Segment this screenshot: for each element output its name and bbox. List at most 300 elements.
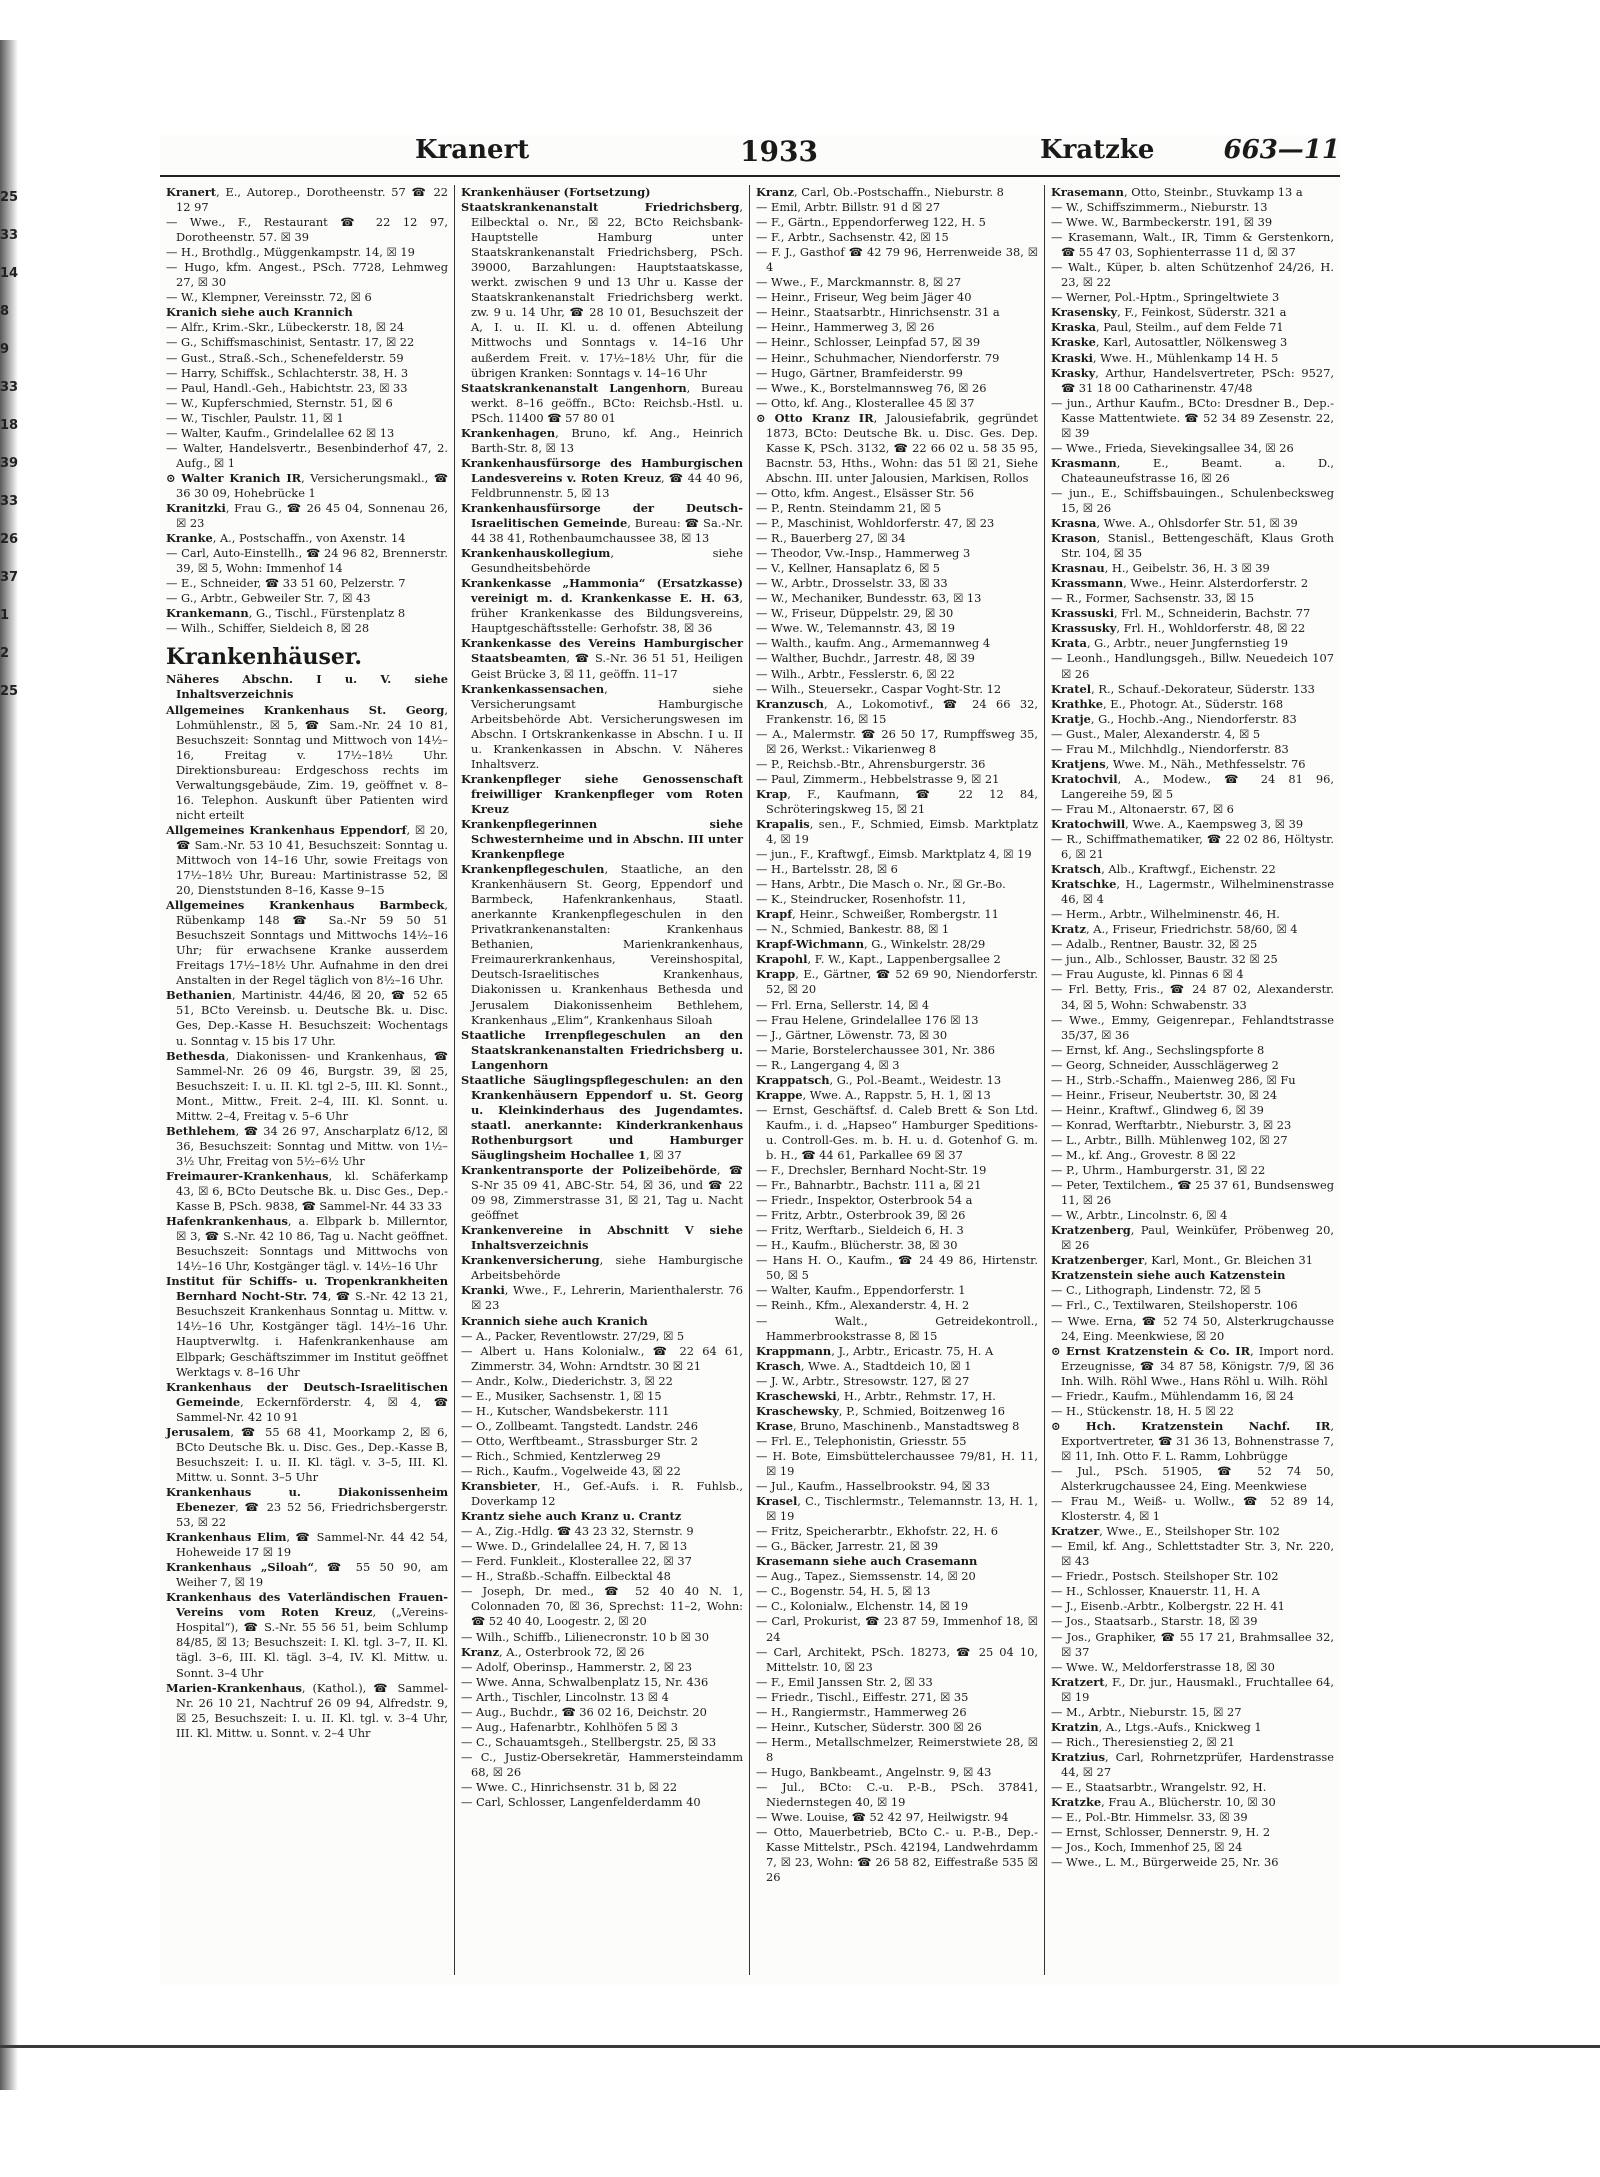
directory-entry: ⊙ Walter Kranich IR, Versicherungsmakl., ☎ 36 30 09, Hohebrücke 1 (166, 470, 448, 500)
directory-entry: Allgemeines Krankenhaus Barmbeck, Rübenkamp 148 ☎ Sa.-Nr 59 50 51 Besuchszeit Sonntags und Mittwochs 14½–16 Uhr; für erwachsene Kranke ausserdem Freitags 17½–18½ Uhr. Aufnahme in den drei Anstalten in der Regel täglich von 8½–16 Uhr. (166, 898, 448, 988)
directory-entry: — jun., Arthur Kaufm., BCto: Dresdner B., Dep.-Kasse Mattentwiete. ☎ 52 34 89 Zesenstr. 22, ☒ 39 (1051, 395, 1334, 440)
directory-entry: — W., Kupferschmied, Sternstr. 51, ☒ 6 (166, 395, 393, 410)
margin-fragment: 26 (0, 532, 19, 547)
entry-surname: Krankenkassensachen (461, 681, 605, 696)
directory-entry: — Paul, Handl.-Geh., Habichtstr. 23, ☒ 33 (166, 380, 408, 395)
entry-surname: Kratje (1051, 711, 1091, 726)
directory-entry: — Joseph, Dr. med., ☎ 52 40 40 N. 1, Colonnaden 70, ☒ 36, Sprechst: 11–2, Wohn: ☎ 52 40 40, Loogestr. 2, ☒ 20 (461, 1584, 743, 1629)
entry-surname: Kraske (1051, 335, 1096, 350)
directory-entry: — N., Schmied, Bankestr. 88, ☒ 1 (756, 922, 950, 937)
directory-entry: — C., Lithograph, Lindenstr. 72, ☒ 5 (1051, 1283, 1262, 1298)
directory-entry: — H., Stückenstr. 18, H. 5 ☒ 22 (1051, 1403, 1234, 1418)
directory-entry: — Jul., Kaufm., Hasselbrookstr. 94, ☒ 33 (756, 1479, 991, 1494)
directory-entry: — Jul., PSch. 51905, ☎ 52 74 50, Alsterkrugchaussee 24, Eing. Meenkwiese (1051, 1463, 1334, 1494)
directory-entry: — M., Arbtr., Nieburstr. 15, ☒ 27 (1051, 1704, 1242, 1719)
entry-surname: Krata (1051, 636, 1087, 651)
directory-entry: — P., Rentn. Steindamm 21, ☒ 5 (756, 500, 942, 515)
directory-entry: Kratzke, Frau A., Blücherstr. 10, ☒ 30 (1051, 1795, 1276, 1810)
scan-bottom-edge (0, 2045, 1600, 2048)
margin-fragment: 8 (0, 304, 10, 319)
directory-entry: — Ernst, Geschäftsf. d. Caleb Brett & Son Ltd. Kaufm., i. d. „Hapseo“ Hamburger Speditions- u. Controll-Ges. m. b. H. u. d. Gotenhof G. m. b. H., ☎ 44 61, Parkallee 69 ☒ 37 (756, 1102, 1038, 1162)
directory-entry: — Carl, Architekt, PSch. 18273, ☎ 25 04 10, Mittelstr. 10, ☒ 23 (756, 1644, 1038, 1674)
directory-entry: Krasensky, F., Feinkost, Süderstr. 321 a (1051, 305, 1287, 320)
directory-entry: Hafenkrankenhaus, a. Elbpark b. Millerntor, ☒ 3, ☎ S.-Nr. 42 10 86, Tag u. Nacht geöffnet. Besuchszeit: Sonntags und Mittwochs von 14½–16 Uhr, Kostgänger tägl. v. 14½–16 Uhr (166, 1214, 448, 1274)
entry-surname: Staatliche Irrenpflegeschulen an den Staatskrankenanstalten Friedrichsberg u. Langenhorn (461, 1027, 743, 1072)
margin-fragment: 33 (0, 494, 19, 509)
margin-fragment: 18 (0, 418, 19, 433)
directory-entry: — Fr., Bahnarbtr., Bachstr. 111 a, ☒ 21 (756, 1178, 982, 1193)
directory-entry: — H., Kutscher, Wandsbekerstr. 111 (461, 1403, 670, 1418)
directory-entry: — Heinr., Friseur, Weg beim Jäger 40 (756, 290, 972, 305)
entry-surname: ⊙ Walter Kranich IR (166, 470, 302, 485)
directory-entry (1051, 1268, 1334, 1283)
entry-surname: Krankenvereine in Abschnitt V siehe Inhaltsverzeichnis (461, 1223, 743, 1253)
directory-entry: — Ferd. Funkleit., Klosterallee 22, ☒ 37 (461, 1554, 692, 1569)
directory-entry: — jun., E., Schiffsbauingen., Schulenbecksweg 15, ☒ 26 (1051, 485, 1334, 515)
margin-fragment: 9 (0, 342, 10, 357)
directory-entry: Krapohl, F. W., Kapt., Lappenbergsallee 2 (756, 952, 1001, 967)
entry-surname: Krankemann (166, 606, 249, 621)
directory-entry: — Heinr., Kraftwf., Glindweg 6, ☒ 39 (1051, 1102, 1264, 1117)
directory-entry: Kratzenberg, Paul, Weinküfer, Pröbenweg 20, ☒ 26 (1051, 1223, 1334, 1253)
directory-entry: Kranki, Wwe., F., Lehrerin, Marienthalerstr. 76 ☒ 23 (461, 1283, 743, 1313)
entry-surname: Krankenhagen (461, 425, 556, 440)
directory-entry: — J. W., Arbtr., Stresowstr. 127, ☒ 27 (756, 1373, 970, 1388)
directory-entry: — H., Strb.-Schaffn., Maienweg 286, ☒ Fu (1051, 1072, 1296, 1087)
directory-entry: Krankentransporte der Polizeibehörde, ☎ S-Nr 35 09 41, ABC-Str. 54, ☒ 36, und ☎ 22 09 98, Zimmerstrasse 31, ☒ 21, Tag u. Nacht geöffnet (461, 1163, 743, 1223)
directory-entry: Kraska, Paul, Steilm., auf dem Felde 71 (1051, 320, 1284, 335)
directory-entry: Krappe, Wwe. A., Rappstr. 5, H. 1, ☒ 13 (756, 1087, 991, 1102)
directory-entry: — Otto, Werftbeamt., Strassburger Str. 2 (461, 1433, 698, 1448)
directory-entry: Kranke, A., Postschaffn., von Axenstr. 14 (166, 531, 406, 546)
directory-entry: — Heinr., Hammerweg 3, ☒ 26 (756, 320, 935, 335)
directory-entry: Krankenhaus des Vaterländischen Frauen-Vereins vom Roten Kreuz, („Vereins-Hospital“), ☎ S.-Nr. 55 56 51, beim Schlump 84/85, ☒ 13; Besuchszeit: I. Kl. tgl. 3–7, II. Kl. tägl. 3–6, III. Kl. tägl. 3–4, IV. Kl. Mittw. u. Sonnt. 3–4 Uhr (166, 1590, 448, 1680)
entry-surname: ⊙ Ernst Kratzenstein & Co. IR (1051, 1343, 1251, 1358)
directory-entry: — Gust., Maler, Alexanderstr. 4, ☒ 5 (1051, 726, 1261, 741)
directory-entry: Kraske, Karl, Autosattler, Nölkensweg 3 (1051, 335, 1288, 350)
directory-entry: ⊙ Hch. Kratzenstein Nachf. IR, Exportvertreter, ☎ 31 36 13, Bohnenstrasse 7, ☒ 11, Inh. Otto F. L. Ramm, Lohbrügge (1051, 1418, 1334, 1463)
entry-surname: Kranich siehe auch Krannich (166, 305, 353, 320)
directory-entry: — Georg, Schneider, Ausschlägerweg 2 (1051, 1057, 1279, 1072)
page-number: 663—11 (1223, 135, 1340, 165)
margin-fragment: 39 (0, 456, 19, 471)
directory-entry: — E., Schneider, ☎ 33 51 60, Pelzerstr. 7 (166, 576, 406, 591)
directory-entry: — Wwe. D., Grindelallee 24, H. 7, ☒ 13 (461, 1539, 688, 1554)
directory-entry: — Walther, Buchdr., Jarrestr. 48, ☒ 39 (756, 651, 975, 666)
directory-entry: Marien-Krankenhaus, (Kathol.), ☎ Sammel-Nr. 26 10 21, Nachtruf 26 09 94, Alfredstr. 9, ☒ 25, Besuchszeit: I. u. II. Kl. tgl. v. 3–4 Uhr, III. Kl. Mittw. u. Sonnt. v. 2–4 Uhr (166, 1680, 448, 1740)
entry-surname: Staatliche Säuglingspflegeschulen: an den Krankenhäusern Eppendorf u. St. Georg u. Kleinkinderhaus des Jugendamtes. staatl. anerkannte: Kinderkrankenhaus Rothenburgsort und Hamburger Säuglingsheim Hochallee 1 (461, 1072, 743, 1162)
directory-entry: — W., Schiffszimmerm., Nieburstr. 13 (1051, 200, 1268, 215)
directory-entry: Krasky, Arthur, Handelsvertreter, PSch: 9527, ☎ 31 18 00 Catharinenstr. 47/48 (1051, 365, 1334, 395)
entry-surname: Krasmann (1051, 455, 1117, 470)
directory-entry: Krankenkasse des Vereins Hamburgischer Staatsbeamten, ☎ S.-Nr. 36 51 51, Heiligen Geist Brücke 3, ☒ 11, geöffn. 11–17 (461, 636, 743, 681)
directory-entry: Kraski, Wwe. H., Mühlenkamp 14 H. 5 (1051, 350, 1279, 365)
directory-entry: — W., Mechaniker, Bundesstr. 63, ☒ 13 (756, 591, 982, 606)
directory-entry: Krankenhaus der Deutsch-Israelitischen Gemeinde, Eckernförderstr. 4, ☒ 4, ☎ Sammel-Nr. 42 10 91 (166, 1379, 448, 1424)
directory-entry: Kratzenberger, Karl, Mont., Gr. Bleichen 31 (1051, 1253, 1313, 1268)
directory-entry: — A., Zig.-Hdlg. ☎ 43 23 32, Sternstr. 9 (461, 1524, 694, 1539)
directory-entry: Staatliche Säuglingspflegeschulen: an den Krankenhäusern Eppendorf u. St. Georg u. Kleinkinderhaus des Jugendamtes. staatl. anerkannte: Kinderkrankenhaus Rothenburgsort und Hamburger Säuglingsheim Hochallee 1, ☒ 37 (461, 1072, 743, 1162)
entry-surname: Kranz (461, 1644, 500, 1659)
entry-surname: Kratochvil (1051, 771, 1118, 786)
entry-surname: Krassuski (1051, 606, 1115, 621)
directory-entry: — R., Schiffmathematiker, ☎ 22 02 86, Höltystr. 6, ☒ 21 (1051, 832, 1334, 862)
directory-entry: Krankenversicherung, siehe Hamburgische Arbeitsbehörde (461, 1253, 743, 1283)
directory-entry: — G., Schiffsmaschinist, Sentastr. 17, ☒ 22 (166, 335, 415, 350)
entry-surname: Kraska (1051, 320, 1096, 335)
directory-entry (166, 672, 448, 702)
directory-entry: — E., Staatsarbtr., Wrangelstr. 92, H. (1051, 1779, 1267, 1794)
directory-entry: Kratzin, A., Ltgs.-Aufs., Knickweg 1 (1051, 1719, 1262, 1734)
margin-fragment: 37 (0, 570, 19, 585)
directory-entry: Allgemeines Krankenhaus St. Georg, Lohmühlenstr., ☒ 5, ☎ Sam.-Nr. 24 10 81, Besuchszeit: Sonntag und Mittwoch von 14½–16, Freitag v. 17½–18½ Uhr. Direktionsbureau: Erdgeschoss rechts im Verwaltungsgebäude, Zim. 19, geöffnet v. 8–16. Telephon. Auskunft über Patienten wird nicht erteilt (166, 702, 448, 822)
entry-surname: Krankenhaus der Deutsch-Israelitischen Gemeinde (166, 1379, 448, 1409)
directory-entry: — Andr., Kolw., Diederichstr. 3, ☒ 22 (461, 1373, 673, 1388)
entry-surname: Kratochwill (1051, 816, 1126, 831)
directory-entry: Krapf-Wichmann, G., Winkelstr. 28/29 (756, 937, 986, 952)
directory-entry: Krapalis, sen., F., Schmied, Eimsb. Marktplatz 4, ☒ 19 (756, 816, 1038, 847)
directory-entry: — Adolf, Oberinsp., Hammerstr. 2, ☒ 23 (461, 1659, 693, 1674)
directory-entry: Kratochwill, Wwe. A., Kaempsweg 3, ☒ 39 (1051, 816, 1304, 831)
directory-entry: — H., Straßb.-Schaffn. Eilbecktal 48 (461, 1569, 671, 1584)
directory-entry: Krankenhaus u. Diakonissenheim Ebenezer, ☎ 23 52 56, Friedrichsbergerstr. 53, ☒ 22 (166, 1484, 448, 1530)
directory-entry: — W., Arbtr., Lincolnstr. 6, ☒ 4 (1051, 1208, 1228, 1223)
directory-entry: — Frl., C., Textilwaren, Steilshoperstr. 106 (1051, 1298, 1298, 1313)
directory-entry: — Werner, Pol.-Hptm., Springeltwiete 3 (1051, 290, 1280, 305)
entry-surname: Näheres Abschn. I u. V. siehe Inhaltsverzeichnis (166, 672, 448, 702)
entry-surname: Krankenhausfürsorge des Hamburgischen Landesvereins v. Roten Kreuz (461, 455, 743, 485)
directory-entry: Kranert, E., Autorep., Dorotheenstr. 57 ☎ 22 12 97 (166, 185, 448, 215)
entry-surname: Krankenpfleger siehe Genossenschaft freiwilliger Krankenpfleger vom Roten Kreuz (461, 771, 743, 816)
entry-surname: Krasna (1051, 516, 1097, 531)
page-header (160, 135, 1340, 177)
directory-entry: — Paul, Zimmerm., Hebbelstrasse 9, ☒ 21 (756, 771, 1000, 786)
directory-entry: — F., Arbtr., Sachsenstr. 42, ☒ 15 (756, 230, 949, 245)
entry-surname: Kratzius (1051, 1749, 1106, 1764)
entry-surname: Kratzenberger (1051, 1253, 1144, 1268)
directory-entry (756, 1554, 1038, 1569)
entry-surname: Krathke (1051, 696, 1103, 711)
entry-surname: Kraschewsky (756, 1403, 839, 1418)
directory-entry: Krankenhausfürsorge der Deutsch-Israelitischen Gemeinde, Bureau: ☎ Sa.-Nr. 44 38 41, Rothenbaumchaussee 38, ☒ 13 (461, 500, 744, 546)
entry-surname: Krankenkasse des Vereins Hamburgischer Staatsbeamten (461, 636, 743, 666)
directory-entry: — Heinr., Schuhmacher, Niendorferstr. 79 (756, 350, 1000, 365)
directory-entry: — C., Justiz-Obersekretär, Hammersteindamm 68, ☒ 26 (461, 1749, 743, 1779)
directory-entry: — Rich., Kaufm., Vogelweide 43, ☒ 22 (461, 1463, 681, 1478)
directory-entry: — Carl, Prokurist, ☎ 23 87 59, Immenhof 18, ☒ 24 (756, 1614, 1038, 1644)
directory-entry: — Wilh., Arbtr., Fesslerstr. 6, ☒ 22 (756, 666, 955, 681)
entry-surname: Kratsch (1051, 862, 1102, 877)
directory-entry: Krankenhagen, Bruno, kf. Ang., Heinrich Barth-Str. 8, ☒ 13 (461, 425, 743, 455)
directory-entry: — Frau Helene, Grindelallee 176 ☒ 13 (756, 1012, 979, 1027)
directory-entry: — Wwe., F., Marckmannstr. 8, ☒ 27 (756, 275, 962, 290)
directory-entry: — Reinh., Kfm., Alexanderstr. 4, H. 2 (756, 1298, 970, 1313)
directory-entry: — K., Steindrucker, Rosenhofstr. 11, (756, 892, 966, 907)
directory-entry: Krankenhaus „Siloah“, ☎ 55 50 90, am Weiher 7, ☒ 19 (166, 1560, 448, 1590)
entry-surname: Krasch (756, 1358, 801, 1373)
entry-surname: Bethesda (166, 1048, 226, 1063)
entry-surname: Kratel (1051, 681, 1092, 696)
directory-entry (461, 817, 743, 862)
directory-entry: — Wwe., Frieda, Sievekingsallee 34, ☒ 26 (1051, 440, 1294, 455)
directory-entry: — Hugo, kfm. Angest., PSch. 7728, Lehmweg 27, ☒ 30 (166, 260, 448, 290)
directory-entry: — H., Rangiermstr., Hammerweg 26 (756, 1704, 967, 1719)
entry-surname: Krasky (1051, 365, 1096, 380)
entry-surname: Krapohl (756, 952, 808, 967)
entry-surname: Kratzert (1051, 1674, 1105, 1689)
directory-entry: Krasna, Wwe. A., Ohlsdorfer Str. 51, ☒ 39 (1051, 516, 1298, 531)
directory-entry: — Hans, Arbtr., Die Masch o. Nr., ☒ Gr.-Bo. (756, 877, 1006, 892)
directory-entry: — C., Schauamtsgeh., Stellbergstr. 25, ☒ 33 (461, 1734, 717, 1749)
directory-entry: — E., Musiker, Sachsenstr. 1, ☒ 15 (461, 1388, 662, 1403)
directory-entry: — A., Malermstr. ☎ 26 50 17, Rumpffsweg 35, ☒ 26, Werkst.: Vikarienweg 8 (756, 726, 1038, 756)
entry-surname: Kranki (461, 1283, 505, 1298)
directory-entry: — L., Arbtr., Billh. Mühlenweg 102, ☒ 27 (1051, 1132, 1288, 1147)
directory-entry: Kratochvil, A., Modew., ☎ 24 81 96, Langereihe 59, ☒ 5 (1051, 771, 1334, 801)
directory-entry: — jun., F., Kraftwgf., Eimsb. Marktplatz 4, ☒ 19 (756, 847, 1032, 862)
directory-entry: Krathke, E., Photogr. At., Süderstr. 168 (1051, 696, 1284, 711)
directory-entry: Bethanien, Martinistr. 44/46, ☒ 20, ☎ 52 65 51, BCto Vereinsb. u. Deutsche Bk. u. Disc. Ges, Dep.-Kasse H. Besuchszeit: Wochentags u. Sonntag v. 15 bis 17 Uhr. (166, 988, 448, 1048)
directory-entry: — Wwe. Erna, ☎ 52 74 50, Alsterkrugchausse 24, Eing. Meenkwiese, ☒ 20 (1051, 1313, 1334, 1343)
directory-entry: — Aug., Tapez., Siemssenstr. 14, ☒ 20 (756, 1569, 976, 1584)
directory-entry: — Aug., Hafenarbtr., Kohlhöfen 5 ☒ 3 (461, 1719, 678, 1734)
directory-entry: — Arth., Tischler, Lincolnstr. 13 ☒ 4 (461, 1689, 669, 1704)
directory-entry: Kranz, A., Osterbrook 72, ☒ 26 (461, 1644, 645, 1659)
entry-surname: Bethanien (166, 988, 232, 1003)
directory-entry: ⊙ Ernst Kratzenstein & Co. IR, Import nord. Erzeugnisse, ☎ 34 87 58, Königstr. 7/9, ☒ 36 Inh. Wilh. Röhl Wwe., Hans Röhl u. Wilh. Röhl (1051, 1343, 1334, 1388)
directory-entry: Kranitzki, Frau G., ☎ 26 45 04, Sonnenau 26, ☒ 23 (166, 500, 448, 531)
entry-surname: Kranke (166, 531, 213, 546)
directory-entry: — Wwe. W., Telemannstr. 43, ☒ 19 (756, 621, 956, 636)
entry-surname: Krap (756, 786, 788, 801)
directory-entry: — Wwe. W., Meldorferstrasse 18, ☒ 30 (1051, 1659, 1275, 1674)
directory-entry: Kraschewski, H., Arbtr., Rehmstr. 17, H. (756, 1388, 996, 1403)
directory-entry: — Ernst, kf. Ang., Sechslingspforte 8 (1051, 1042, 1265, 1057)
directory-entry (461, 772, 743, 817)
entry-surname: Staatskrankenanstalt Langenhorn (461, 380, 687, 395)
margin-fragment: 33 (0, 380, 19, 395)
margin-fragment: 25 (0, 684, 19, 699)
entry-surname: Krantz siehe auch Kranz u. Crantz (461, 1509, 682, 1524)
header-first-entry: Kranert (415, 135, 530, 165)
entry-surname: Krapp (756, 967, 796, 982)
entry-surname: Krase (756, 1418, 793, 1433)
directory-entry: Krappatsch, G., Pol.-Beamt., Weidestr. 13 (756, 1072, 1002, 1087)
directory-entry: — W., Arbtr., Drosselstr. 33, ☒ 33 (756, 576, 948, 591)
directory-entry (461, 1314, 743, 1329)
directory-entry: — Jos., Koch, Immenhof 25, ☒ 24 (1051, 1840, 1243, 1855)
directory-entry: — Emil, kf. Ang., Schlettstadter Str. 3, Nr. 220, ☒ 43 (1051, 1539, 1334, 1569)
directory-entry: — W., Tischler, Paulstr. 11, ☒ 1 (166, 410, 344, 425)
directory-entry: — C., Kolonialw., Elchenstr. 14, ☒ 19 (756, 1599, 969, 1614)
header-last-entry: Kratzke (1040, 135, 1155, 165)
directory-entry: — H., Schlosser, Knauerstr. 11, H. A (1051, 1584, 1260, 1599)
entry-surname: Krankenkasse „Hammonia“ (Ersatzkasse) vereinigt m. d. Krankenkasse E. H. 63 (461, 576, 743, 606)
directory-entry: — Rich., Theresienstieg 2, ☒ 21 (1051, 1734, 1235, 1749)
directory-entry: — Fritz, Speicherarbtr., Ekhofstr. 22, H. 6 (756, 1524, 999, 1539)
entry-surname: Kranert (166, 185, 217, 199)
entry-surname: Krassusky (1051, 621, 1117, 636)
column-1 (160, 185, 455, 1975)
directory-entry: ⊙ Otto Kranz IR, Jalousiefabrik, gegründet 1873, BCto: Deutsche Bk. u. Disc. Ges. Dep. Kasse K, PSch. 3132, ☎ 22 66 02 u. 58 35 95, Bacnstr. 53, Hths., Wohn: das 51 ☒ 21, Siehe Abschn. III. unter Jalousien, Markisen, Rollos (756, 410, 1038, 485)
directory-entry: — V., Kellner, Hansaplatz 6, ☒ 5 (756, 561, 941, 576)
directory-entry: — A., Packer, Reventlowstr. 27/29, ☒ 5 (461, 1328, 685, 1343)
directory-entry: — Otto, Mauerbetrieb, BCto C.- u. P.-B., Dep.-Kasse Mittelstr., PSch. 42194, Landwehrdamm 7, ☒ 23, Wohn: ☎ 26 58 82, Eiffestraße 535 ☒ 26 (756, 1825, 1038, 1885)
directory-entry: — Wilh., Steuersekr., Caspar Voght-Str. 12 (756, 681, 1002, 696)
directory-entry: — Alfr., Krim.-Skr., Lübeckerstr. 18, ☒ 24 (166, 320, 405, 335)
directory-page (160, 135, 1340, 1985)
directory-entry: — F., Gärtn., Eppendorferweg 122, H. 5 (756, 215, 986, 230)
entry-surname: Staatskrankenanstalt Friedrichsberg (461, 200, 740, 215)
directory-entry: Kratz, A., Friseur, Friedrichstr. 58/60, ☒ 4 (1051, 922, 1298, 937)
directory-entry: — R., Bauerberg 27, ☒ 34 (756, 531, 906, 546)
directory-entry: — Herm., Metallschmelzer, Reimerstwiete 28, ☒ 8 (756, 1734, 1038, 1764)
directory-entry: — R., Langergang 4, ☒ 3 (756, 1057, 900, 1072)
directory-entry: Krankenpflegeschulen, Staatliche, an den Krankenhäusern St. Georg, Eppendorf und Barmbeck, Hafenkrankenhaus, Staatl. anerkannte Krankenpflegeschulen in den Privatkrankenanstalten: Krankenhaus Bethanien, Marienkrankenhaus, Freimaurerkrankenhaus, Vereinshospital, Deutsch-Israelitisches Krankenhaus, Diakonissen u. Krankenhaus Bethesda und Jerusalem Diakonissenheim Bethlehem, Krankenhaus „Elim“, Krankenhaus Siloah (461, 862, 743, 1027)
entry-surname: Krankenhausfürsorge der Deutsch-Israelitischen Gemeinde (461, 500, 743, 531)
directory-entry: Kratjens, Wwe. M., Näh., Methfesselstr. 76 (1051, 756, 1306, 771)
directory-entry: Krap, F., Kaufmann, ☎ 22 12 84, Schröteringskweg 15, ☒ 21 (756, 786, 1038, 816)
directory-entry: — F. J., Gasthof ☎ 42 79 96, Herrenweide 38, ☒ 4 (756, 245, 1038, 275)
directory-entry: — Carl, Schlosser, Langenfelderdamm 40 (461, 1795, 701, 1810)
directory-entry: — Hugo, Gärtner, Bramfeiderstr. 99 (756, 365, 963, 380)
directory-entry: — Frau M., Altonaerstr. 67, ☒ 6 (1051, 801, 1234, 816)
directory-entry: Kraschewsky, P., Schmied, Boitzenweg 16 (756, 1403, 1006, 1418)
directory-entry: — Frau Auguste, kl. Pinnas 6 ☒ 4 (1051, 967, 1244, 982)
entry-surname: Krappe (756, 1087, 803, 1102)
directory-entry: — E., Pol.-Btr. Himmelsr. 33, ☒ 39 (1051, 1810, 1248, 1825)
directory-entry: Kransbieter, H., Gef.-Aufs. i. R. Fuhlsb., Doverkamp 12 (461, 1479, 743, 1509)
directory-entry: — Frl. Betty, Fris., ☎ 24 87 02, Alexanderstr. 34, ☒ 5, Wohn: Schwabenstr. 33 (1051, 982, 1334, 1012)
margin-fragment: 2 (0, 646, 10, 661)
directory-entry: — H. Bote, Eimsbüttelerchaussee 79/81, H. 11, ☒ 19 (756, 1448, 1038, 1478)
margin-fragment: 33 (0, 228, 19, 243)
directory-entry: — H., Brothdlg., Müggenkampstr. 14, ☒ 19 (166, 245, 415, 260)
directory-entry: Krankenkasse „Hammonia“ (Ersatzkasse) vereinigt m. d. Krankenkasse E. H. 63, früher Krankenkasse des Bildungsvereins, Hauptgeschäftsstelle: Gerhofstr. 38, ☒ 36 (461, 576, 743, 636)
directory-entry: — R., Former, Sachsenstr. 33, ☒ 15 (1051, 591, 1255, 606)
directory-entry: Krassmann, Wwe., Heinr. Alsterdorferstr. 2 (1051, 576, 1309, 591)
directory-entry: Krankenhausfürsorge des Hamburgischen Landesvereins v. Roten Kreuz, ☎ 44 40 96, Feldbrunnenstr. 5, ☒ 13 (461, 455, 743, 500)
directory-entry: — Wwe. C., Hinrichsenstr. 31 b, ☒ 22 (461, 1779, 678, 1794)
entry-surname: Krankenhauskollegium (461, 546, 611, 561)
directory-entry: — Wwe. W., Barmbeckerstr. 191, ☒ 39 (1051, 215, 1273, 230)
directory-entry: Staatskrankenanstalt Friedrichsberg, Eilbecktal o. Nr., ☒ 22, BCto Reichsbank-Hauptstelle Hamburg unter Staatskrankenanstalt Friedrichsberg, PSch. 39000, Barzahlungen: Hauptstaatskasse, werkt. zwischen 9 und 13 Uhr u. Kasse der Staatskrankenanstalt Friedrichsberg werkt. zw. 9 u. 14 Uhr, ☎ 28 10 01, Besuchszeit der A, I. u. II. Kl. u. d. offenen Abteilung Mittwochs und Sonntags v. 14–16 Uhr außerdem Freit. v. 17½–18½ Uhr, für die übrigen Kranken: Sonntags v. 14–16 Uhr (461, 200, 743, 380)
entry-surname: Krasemann (1051, 185, 1124, 199)
directory-entry: — Wilh., Schiffer, Sieldeich 8, ☒ 28 (166, 621, 370, 636)
directory-entry: — Wwe., F., Restaurant ☎ 22 12 97, Dorotheenstr. 57. ☒ 39 (166, 215, 448, 245)
directory-entry: — Herm., Arbtr., Wilhelminenstr. 46, H. (1051, 907, 1280, 922)
directory-entry: — Krasemann, Walt., IR, Timm & Gerstenkorn, ☎ 55 47 03, Sophienterrasse 11 d, ☒ 37 (1051, 230, 1334, 260)
directory-entry: — Heinr., Staatsarbtr., Hinrichsenstr. 31 a (756, 305, 1000, 320)
directory-entry: — G., Bäcker, Jarrestr. 21, ☒ 39 (756, 1539, 939, 1554)
directory-entry: Krata, G., Arbtr., neuer Jungfernstieg 19 (1051, 636, 1289, 651)
directory-entry: — Rich., Schmied, Kentzlerweg 29 (461, 1448, 661, 1463)
directory-entry: Krassuski, Frl. M., Schneiderin, Bachstr. 77 (1051, 606, 1311, 621)
entry-surname: Krapf-Wichmann (756, 937, 864, 952)
entry-surname: ⊙ Otto Kranz IR (756, 410, 874, 425)
entry-surname: Kraschewski (756, 1388, 837, 1403)
entry-surname: Freimaurer-Krankenhaus (166, 1168, 329, 1183)
directory-entry: — F., Drechsler, Bernhard Nocht-Str. 19 (756, 1163, 987, 1178)
directory-entry: Bethesda, Diakonissen- und Krankenhaus, ☎ Sammel-Nr. 26 09 46, Burgstr. 39, ☒ 25, Besuchszeit: I. u. II. Kl. tgl 2–5, III. Kl. Sonnt., Mont., Mittw., Freit. 2–4, III. Kl. Sonnt. u. Mittw. 2–4, Freitag v. 5–6 Uhr (166, 1048, 448, 1123)
entry-surname: Kratzenstein siehe auch Katzenstein (1051, 1268, 1286, 1283)
margin-fragment: 14 (0, 266, 19, 281)
directory-entry (461, 1509, 743, 1524)
directory-entry: Krappmann, J., Arbtr., Ericastr. 75, H. A (756, 1343, 994, 1358)
directory-entry: — M., kf. Ang., Grovestr. 8 ☒ 22 (1051, 1148, 1236, 1162)
directory-entry: — Ernst, Schlosser, Dennerstr. 9, H. 2 (1051, 1825, 1271, 1840)
directory-entry: — Walt., Küper, b. alten Schützenhof 24/26, H. 23, ☒ 22 (1051, 260, 1334, 290)
entry-surname: Krapf (756, 907, 793, 922)
entry-columns (160, 185, 1340, 1975)
directory-entry: Staatskrankenanstalt Langenhorn, Bureau werkt. 8–16 geöffn., BCto: Reichsb.-Hstl. u. PSch. 11400 ☎ 57 80 01 (461, 380, 744, 425)
entry-surname: Kratzer (1051, 1524, 1100, 1539)
directory-entry: — C., Bogenstr. 54, H. 5, ☒ 13 (756, 1584, 931, 1599)
column-2 (455, 185, 750, 1975)
directory-entry: — Otto, kf. Ang., Klosterallee 45 ☒ 37 (756, 395, 975, 410)
directory-entry: — F., Emil Janssen Str. 2, ☒ 33 (756, 1674, 933, 1689)
directory-entry: — Fritz, Arbtr., Osterbrook 39, ☒ 26 (756, 1208, 966, 1223)
directory-entry: Krassusky, Frl. H., Wohldorferstr. 48, ☒ 22 (1051, 621, 1306, 636)
directory-entry: — Wwe., L. M., Bürgerweide 25, Nr. 36 (1051, 1855, 1279, 1870)
entry-surname: Kratschke (1051, 877, 1117, 892)
directory-entry: — Frau M., Milchhdlg., Niendorferstr. 83 (1051, 741, 1289, 756)
directory-entry: Kratzer, Wwe., E., Steilshoper Str. 102 (1051, 1524, 1280, 1539)
entry-surname: Krason (1051, 531, 1097, 546)
margin-fragment: 1 (0, 608, 10, 623)
entry-surname: Allgemeines Krankenhaus Eppendorf (166, 822, 407, 837)
directory-entry: — Wilh., Schiffb., Lilienecronstr. 10 b ☒ 30 (461, 1629, 709, 1644)
entry-surname: Jerusalem (166, 1424, 231, 1439)
column-4 (1045, 185, 1340, 1975)
entry-surname: Kranzusch (756, 696, 824, 711)
directory-entry: — Wwe. Anna, Schwalbenplatz 15, Nr. 436 (461, 1674, 709, 1689)
directory-entry: — J., Gärtner, Löwenstr. 73, ☒ 30 (756, 1027, 948, 1042)
directory-entry: — Walter, Handelsvertr., Besenbinderhof 47, 2. Aufg., ☒ 1 (166, 440, 448, 470)
column-3 (750, 185, 1045, 1975)
directory-entry: — Walt., Getreidekontroll., Hammerbrookstrasse 8, ☒ 15 (756, 1313, 1038, 1343)
directory-entry: — Hans H. O., Kaufm., ☎ 24 49 86, Hirtenstr. 50, ☒ 5 (756, 1253, 1038, 1283)
entry-surname: ⊙ Hch. Kratzenstein Nachf. IR (1051, 1418, 1331, 1433)
directory-entry (461, 185, 743, 200)
directory-entry: Kratzert, F., Dr. jur., Hausmakl., Fruchtallee 64, ☒ 19 (1051, 1674, 1334, 1704)
directory-entry: Freimaurer-Krankenhaus, kl. Schäferkamp 43, ☒ 6, BCto Deutsche Bk. u. Disc Ges., Dep.-Kasse B, PSch. 9838, ☎ Sammel-Nr. 44 33 33 (166, 1168, 448, 1214)
entry-surname: Hafenkrankenhaus (166, 1214, 288, 1229)
directory-entry: — H., Kaufm., Blücherstr. 38, ☒ 30 (756, 1238, 958, 1253)
margin-fragment: 25 (0, 190, 19, 205)
directory-entry: Krasemann, Otto, Steinbr., Stuvkamp 13 a (1051, 185, 1303, 199)
entry-surname: Kranitzki (166, 500, 226, 515)
directory-entry: — Marie, Borstelerchaussee 301, Nr. 386 (756, 1042, 995, 1057)
directory-entry: — Harry, Schiffsk., Schlachterstr. 38, H. 3 (166, 365, 409, 380)
directory-entry: — Friedr., Postsch. Steilshoper Str. 102 (1051, 1569, 1279, 1584)
directory-entry: Kratzius, Carl, Rohrnetzprüfer, Hardenstrasse 44, ☒ 27 (1051, 1749, 1334, 1779)
directory-entry: — Adalb., Rentner, Baustr. 32, ☒ 25 (1051, 937, 1258, 952)
directory-entry: Krasnau, H., Geibelstr. 36, H. 3 ☒ 39 (1051, 561, 1270, 576)
directory-entry: Krasmann, E., Beamt. a. D., Chateauneufstrasse 16, ☒ 26 (1051, 455, 1334, 485)
directory-entry: — Walter, Kaufm., Eppendorferstr. 1 (756, 1283, 966, 1298)
entry-surname: Allgemeines Krankenhaus St. Georg (166, 702, 445, 717)
directory-entry: — Heinr., Friseur, Neubertstr. 30, ☒ 24 (1051, 1087, 1278, 1102)
directory-entry: — Theodor, Vw.-Insp., Hammerweg 3 (756, 546, 971, 561)
entry-surname: Krappmann (756, 1343, 832, 1358)
directory-entry: Kranz, Carl, Ob.-Postschaffn., Nieburstr. 8 (756, 185, 1004, 199)
entry-surname: Krasensky (1051, 305, 1118, 320)
directory-entry: — Carl, Auto-Einstellh., ☎ 24 96 82, Brennerstr. 39, ☒ 5, Wohn: Immenhof 14 (166, 546, 448, 576)
directory-entry: Krase, Bruno, Maschinenb., Manstadtsweg 8 (756, 1418, 1020, 1433)
directory-entry: — Heinr., Kutscher, Süderstr. 300 ☒ 26 (756, 1719, 982, 1734)
directory-entry: — P., Uhrm., Hamburgerstr. 31, ☒ 22 (1051, 1163, 1266, 1178)
